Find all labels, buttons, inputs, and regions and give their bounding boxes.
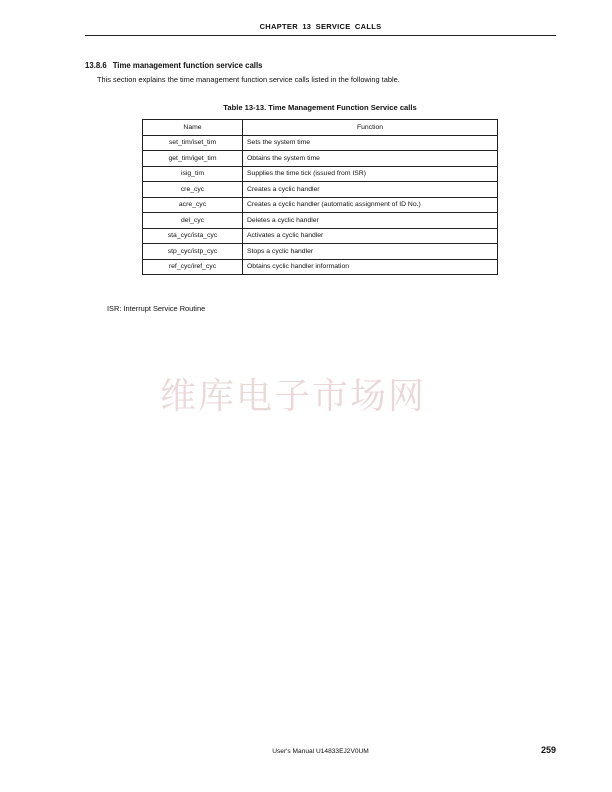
section-heading: [85, 61, 262, 70]
section-title: Time management function service calls: [112, 61, 263, 70]
row-name: cre_cyc: [143, 182, 243, 198]
chapter-header: CHAPTER 13 SERVICE CALLS: [259, 22, 382, 31]
row-name: del_cyc: [143, 213, 243, 229]
service-calls-table: [142, 119, 498, 275]
row-name: acre_cyc: [143, 197, 243, 213]
row-function: Creates a cyclic handler (automatic assignment of ID No.): [243, 197, 498, 213]
row-function: Obtains cyclic handler information: [243, 259, 498, 275]
row-function: Obtains the system time: [243, 151, 498, 167]
row-name: isig_tim: [143, 166, 243, 182]
watermark: 维库电子市场网: [160, 376, 427, 417]
table-row: [143, 197, 498, 213]
row-name: stp_cyc/istp_cyc: [143, 244, 243, 260]
table-header-row: [143, 120, 498, 136]
section-intro: This section explains the time management function service calls listed in the following table.: [97, 75, 400, 84]
table-row: [143, 151, 498, 167]
table-row: [143, 228, 498, 244]
row-function: Deletes a cyclic handler: [243, 213, 498, 229]
page-number: 259: [540, 745, 556, 755]
section-number: 13.8.6: [85, 61, 107, 70]
row-name: sta_cyc/ista_cyc: [143, 228, 243, 244]
abbreviation-note: ISR: Interrupt Service Routine: [107, 304, 206, 313]
table-caption: Table 13-13. Time Management Function Service calls: [223, 103, 417, 112]
table-row: [143, 166, 498, 182]
column-header-name: Name: [143, 120, 243, 136]
row-function: Creates a cyclic handler: [243, 182, 498, 198]
column-header-function: Function: [243, 120, 498, 136]
table-row: [143, 213, 498, 229]
table-row: [143, 244, 498, 260]
header-divider: [85, 35, 556, 36]
row-name: set_tim/iset_tim: [143, 135, 243, 151]
table-row: [143, 135, 498, 151]
table-row: [143, 259, 498, 275]
row-name: get_tim/iget_tim: [143, 151, 243, 167]
row-function: Stops a cyclic handler: [243, 244, 498, 260]
row-function: Sets the system time: [243, 135, 498, 151]
table-row: [143, 182, 498, 198]
row-function: Activates a cyclic handler: [243, 228, 498, 244]
row-name: ref_cyc/iref_cyc: [143, 259, 243, 275]
footer-document-id: User's Manual U14833EJ2V0UM: [272, 748, 369, 755]
row-function: Supplies the time tick (issued from ISR): [243, 166, 498, 182]
